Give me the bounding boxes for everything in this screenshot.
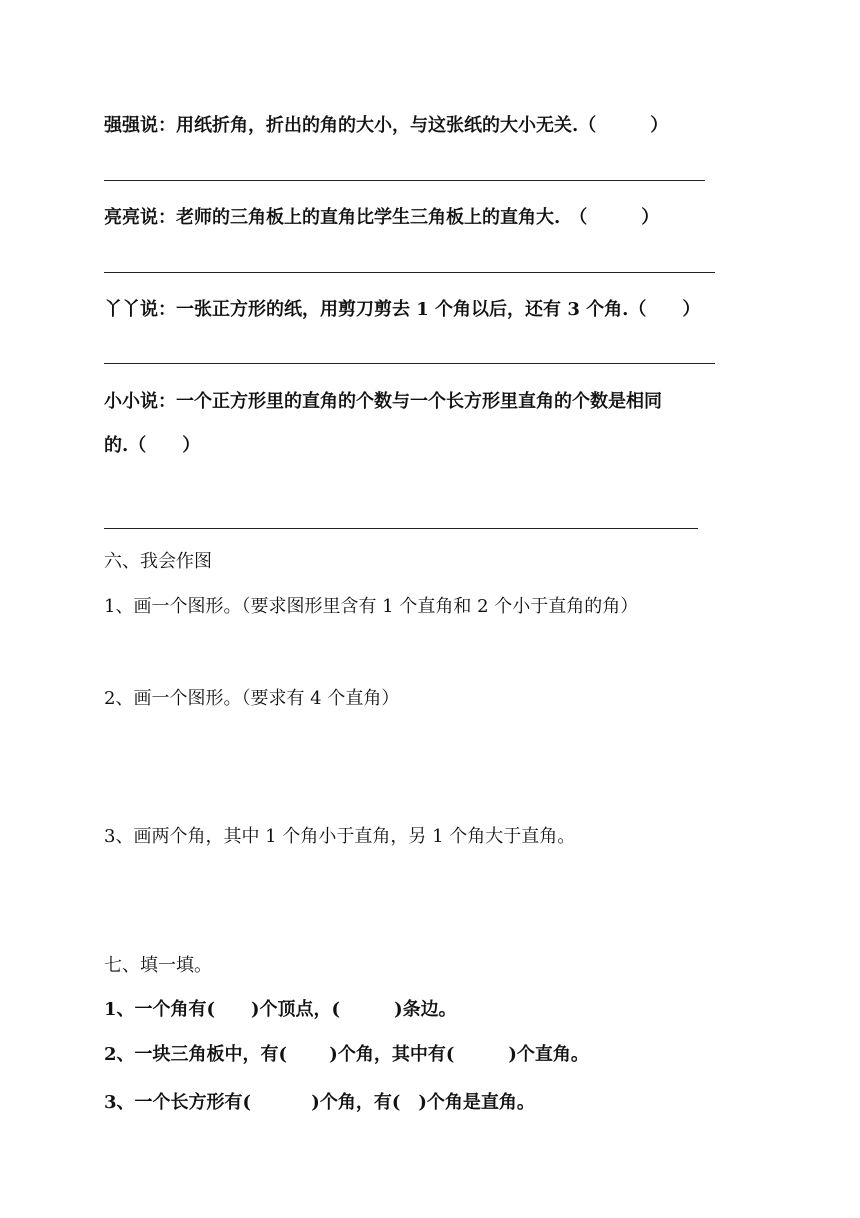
judgement-1: 强强说：用纸折角，折出的角的大小，与这张纸的大小无关.（ ） bbox=[104, 115, 669, 136]
section-6-item-2: 2、画一个图形。（要求有 4 个直角） bbox=[104, 688, 400, 709]
section-6-item-3: 3、画两个角，其中 1 个角小于直角，另 1 个角大于直角。 bbox=[104, 826, 576, 847]
section-7-title: 七、填一填。 bbox=[104, 955, 212, 976]
answer-line-3[interactable] bbox=[104, 363, 715, 364]
section-6-title: 六、我会作图 bbox=[104, 551, 212, 572]
answer-line-4[interactable] bbox=[104, 528, 698, 529]
answer-line-2[interactable] bbox=[104, 272, 715, 273]
section-7-item-2: 2、一块三角板中，有( )个角，其中有( )个直角。 bbox=[104, 1044, 589, 1065]
section-7-item-1: 1、一个角有( )个顶点，( )条边。 bbox=[104, 999, 457, 1020]
judgement-4-line-2: 的.（ ） bbox=[104, 435, 201, 456]
judgement-4-line-1: 小小说：一个正方形里的直角的个数与一个长方形里直角的个数是相同 bbox=[104, 391, 662, 412]
judgement-2: 亮亮说：老师的三角板上的直角比学生三角板上的直角大. （ ） bbox=[104, 207, 660, 228]
section-6-item-1: 1、画一个图形。（要求图形里含有 1 个直角和 2 个小于直角的角） bbox=[104, 596, 639, 617]
judgement-3: 丫丫说：一张正方形的纸，用剪刀剪去 1 个角以后，还有 3 个角.（ ） bbox=[104, 299, 701, 320]
answer-line-1[interactable] bbox=[104, 180, 705, 181]
section-7-item-3: 3、一个长方形有( )个角，有( )个角是直角。 bbox=[104, 1092, 535, 1113]
